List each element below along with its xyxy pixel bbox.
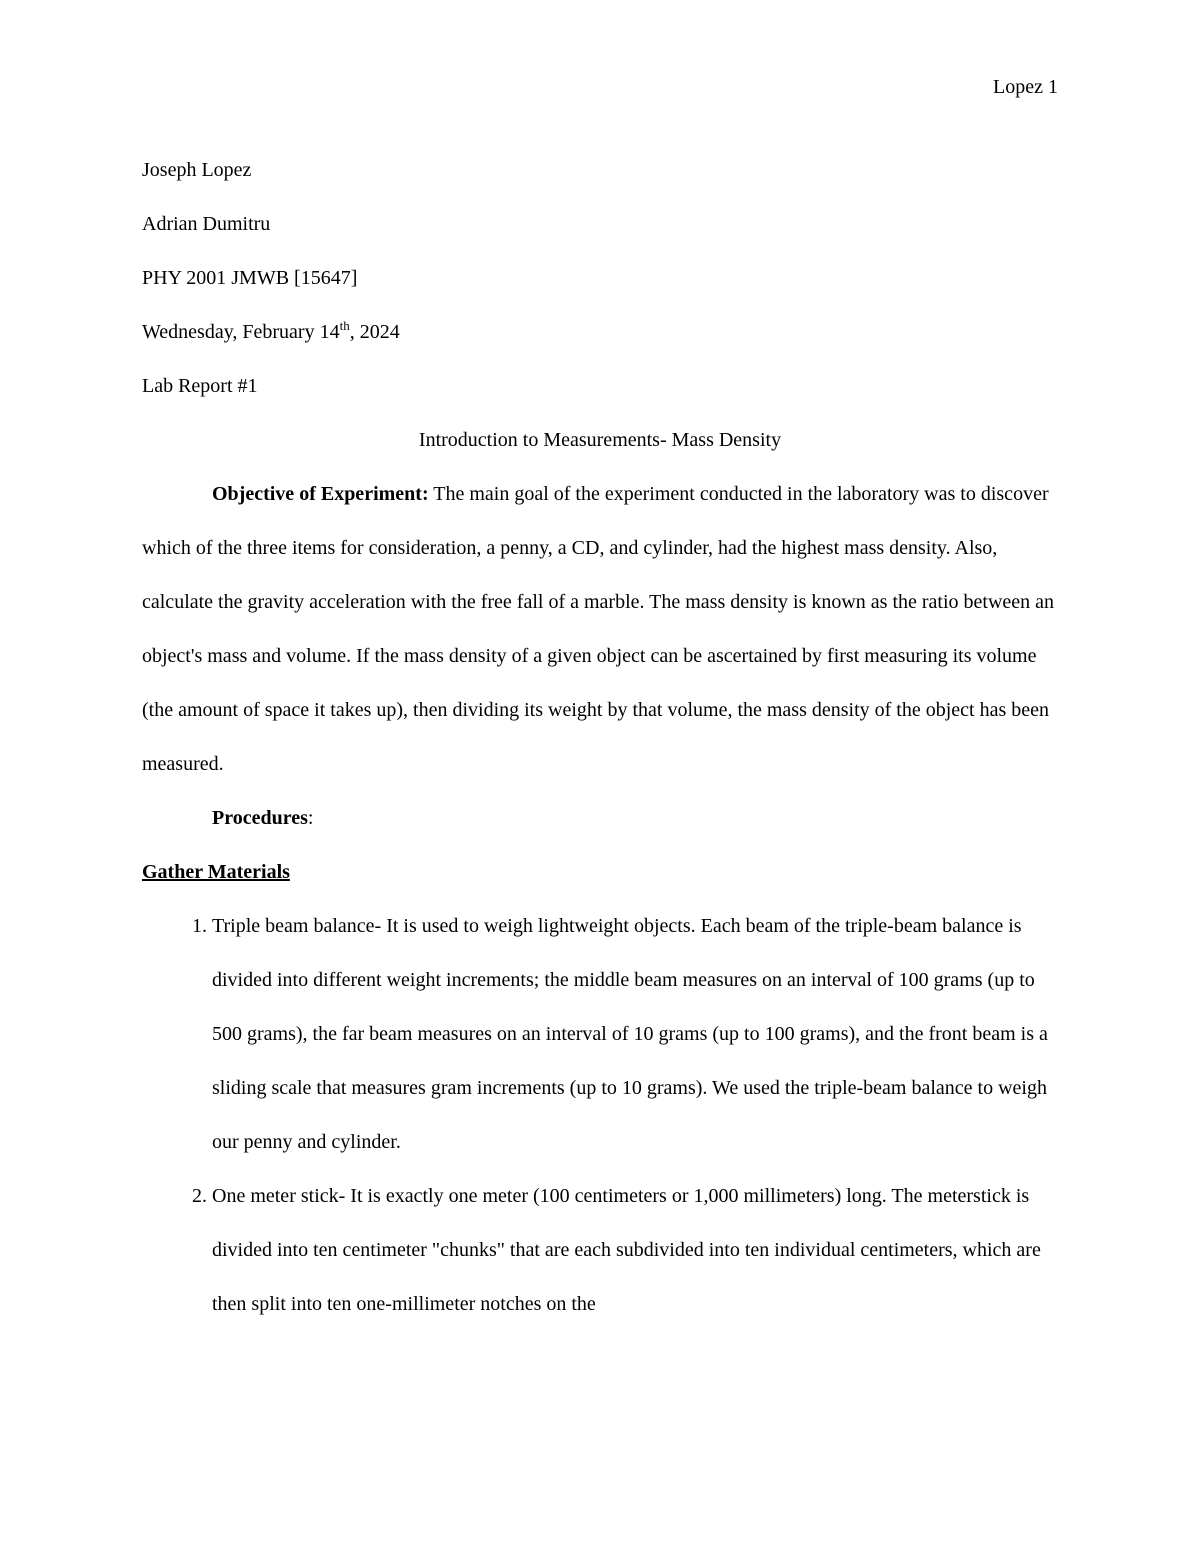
date-superscript: th [339, 318, 350, 333]
materials-heading-text: Gather Materials [142, 861, 290, 883]
instructor-name: Adrian Dumitru [142, 213, 271, 235]
objective-label: Objective of Experiment: [212, 483, 429, 505]
report-label: Lab Report #1 [142, 375, 258, 397]
materials-list [142, 899, 1058, 1331]
procedures-label: Procedures [212, 807, 308, 829]
list-item: 1. Triple beam balance- It is used to weigh lightweight objects. Each beam of the triple-beam balance is divided into different weight increments; the middle beam measures on an interval of 100 grams (up to 500 grams), the far beam measures on an interval of 10 grams (up to 100 grams), and the front beam is a sliding scale that measures gram increments (up to 10 grams). We used the triple-beam balance to weigh our penny and cylinder. [212, 899, 1058, 1169]
running-head: Lopez 1 [993, 76, 1058, 98]
course-line: PHY 2001 JMWB [15647] [142, 267, 358, 289]
procedures-heading [142, 791, 1058, 845]
list-item: 2. One meter stick- It is exactly one meter (100 centimeters or 1,000 millimeters) long. The meterstick is divided into ten centimeter "chunks" that are each subdivided into ten individual centimeters, which are then split into ten one-millimeter notches on the [212, 1169, 1058, 1331]
document-title: Introduction to Measurements- Mass Density [418, 429, 782, 451]
objective-paragraph [142, 467, 1058, 791]
document-body [142, 143, 1058, 1331]
date-suffix: , 2024 [349, 321, 400, 343]
procedures-colon: : [307, 807, 314, 829]
objective-text: The main goal of the experiment conducted in the laboratory was to discover which of the three items for consideration, a penny, a CD, and cylinder, had the highest mass density. Also, calculate the gravity acceleration with the free fall of a marble. The mass density is known as the ratio between an object's mass and volume. If the mass density of a given object can be ascertained by first measuring its volume (the amount of space it takes up), then dividing its weight by that volume, the mass density of the object has been measured. [142, 483, 1055, 775]
student-name: Joseph Lopez [142, 159, 252, 181]
date-prefix: Wednesday, February 14 [142, 321, 340, 343]
materials-heading [142, 845, 1058, 899]
date-line [142, 305, 1058, 359]
